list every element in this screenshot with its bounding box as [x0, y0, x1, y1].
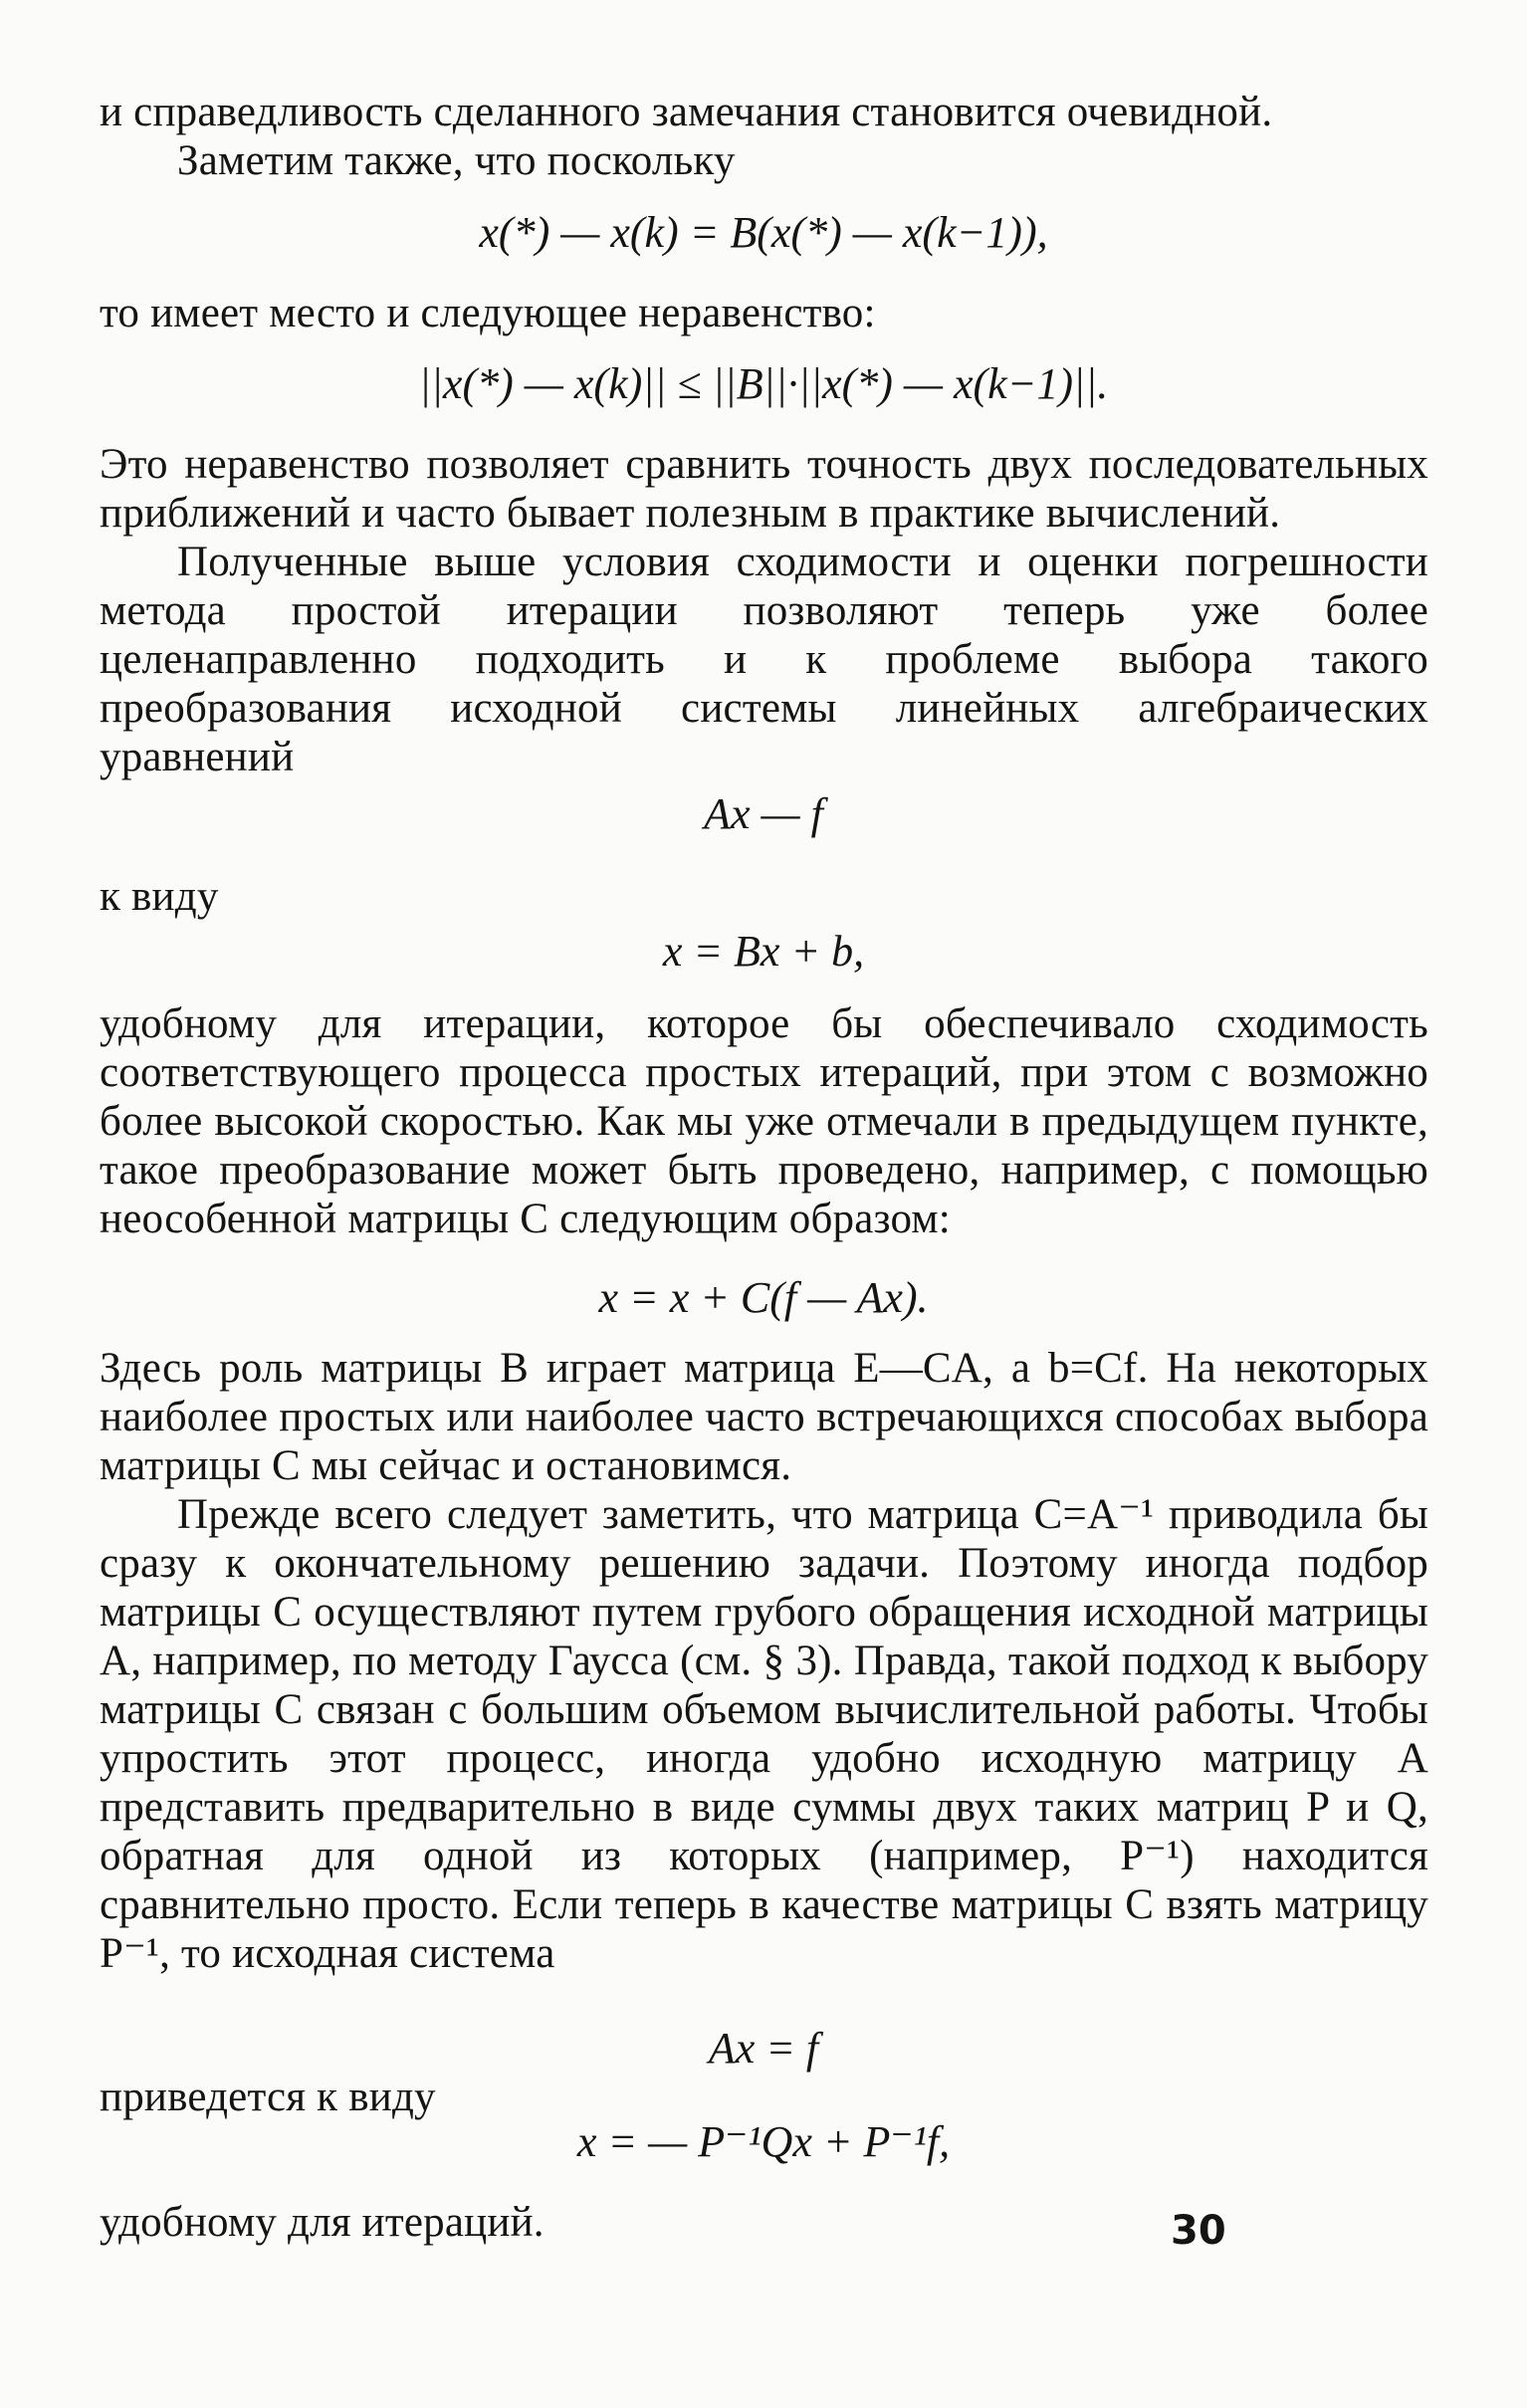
text-block-1: [100, 88, 1428, 185]
paragraph-intro-since: Заметим также, что поскольку: [177, 137, 736, 184]
equation-p-inverse-iteration: x = — P⁻¹Qx + P⁻¹f,: [576, 2117, 951, 2166]
equation-iteration-form: x = Bx + b,: [662, 927, 865, 976]
text-block-4: [100, 872, 1428, 921]
paragraph-convenient: удобному для итераций.: [100, 2199, 545, 2246]
paragraph-inequality-usage: Это неравенство позволяет сравнить точность двух последовательных приближений и часто бывает полезным в практике вычислений.: [100, 441, 1428, 537]
equation-linear-system: Ax — f: [704, 789, 823, 838]
equation-error-recurrence: x(*) — x(k) = B(x(*) — x(k−1)),: [479, 208, 1048, 257]
paragraph-iteration-transform: удобному для итерации, которое бы обеспечивало сходимость соответствующего процесса простых итераций, при этом с возможно более высокой скоростью. Как мы уже отмечали в предыдущем пункте, такое преобразование может быть проведено, например, с помощью неособенной матрицы C следующим образом:: [100, 1000, 1428, 1242]
text-block-7: [100, 2073, 1428, 2121]
paragraph-matrix-roles: Здесь роль матрицы B играет матрица E—CA, а b=Cf. На некоторых наиболее простых или наиболее часто встречающихся способах выбора матрицы C мы сейчас и остановимся.: [100, 1345, 1428, 1489]
text-block-2: [100, 289, 1428, 337]
text-block-6: [100, 1344, 1428, 1978]
equation-error-inequality: ||x(*) — x(k)|| ≤ ||B||·||x(*) — x(k−1)||.: [418, 359, 1109, 408]
equation-original-system: Ax = f: [708, 2024, 819, 2073]
paragraph-choice-of-c: Прежде всего следует заметить, что матрица C=A⁻¹ приводила бы сразу к окончательному решению задачи. Поэтому иногда подбор матрицы C осуществляют путем грубого обращения исходной матрицы A, например, по методу Гаусса (см. § 3). Правда, такой подход к выбору матрицы C связан с большим объемом вычислительной работы. Чтобы упростить этот процесс, иногда удобно исходную матрицу A представить предварительно в виде суммы двух таких матриц P и Q, обратная для одной из которых (например, P⁻¹) находится сравнительно просто. Если теперь в качестве матрицы C взять матрицу P⁻¹, то исходная система: [100, 1491, 1428, 1977]
text-block-5: [100, 999, 1428, 1243]
paragraph-reduces-to: приведется к виду: [100, 2074, 436, 2120]
text-block-3: [100, 440, 1428, 781]
equation-transform-with-c: x = x + C(f — Ax).: [598, 1273, 929, 1322]
text-block-8: [100, 2198, 1428, 2247]
paragraph-inequality-intro: то имеет место и следующее неравенство:: [100, 290, 876, 336]
page-number: 30: [1171, 2208, 1226, 2254]
paragraph-to-form: к виду: [100, 873, 219, 920]
paragraph-continuation: и справедливость сделанного замечания становится очевидной.: [100, 89, 1273, 135]
paragraph-convergence-conditions: Полученные выше условия сходимости и оценки погрешности метода простой итерации позволяют теперь уже более целенаправленно подходить и к проблеме выбора такого преобразования исходной системы линейных алгебраических уравнений: [100, 539, 1428, 780]
